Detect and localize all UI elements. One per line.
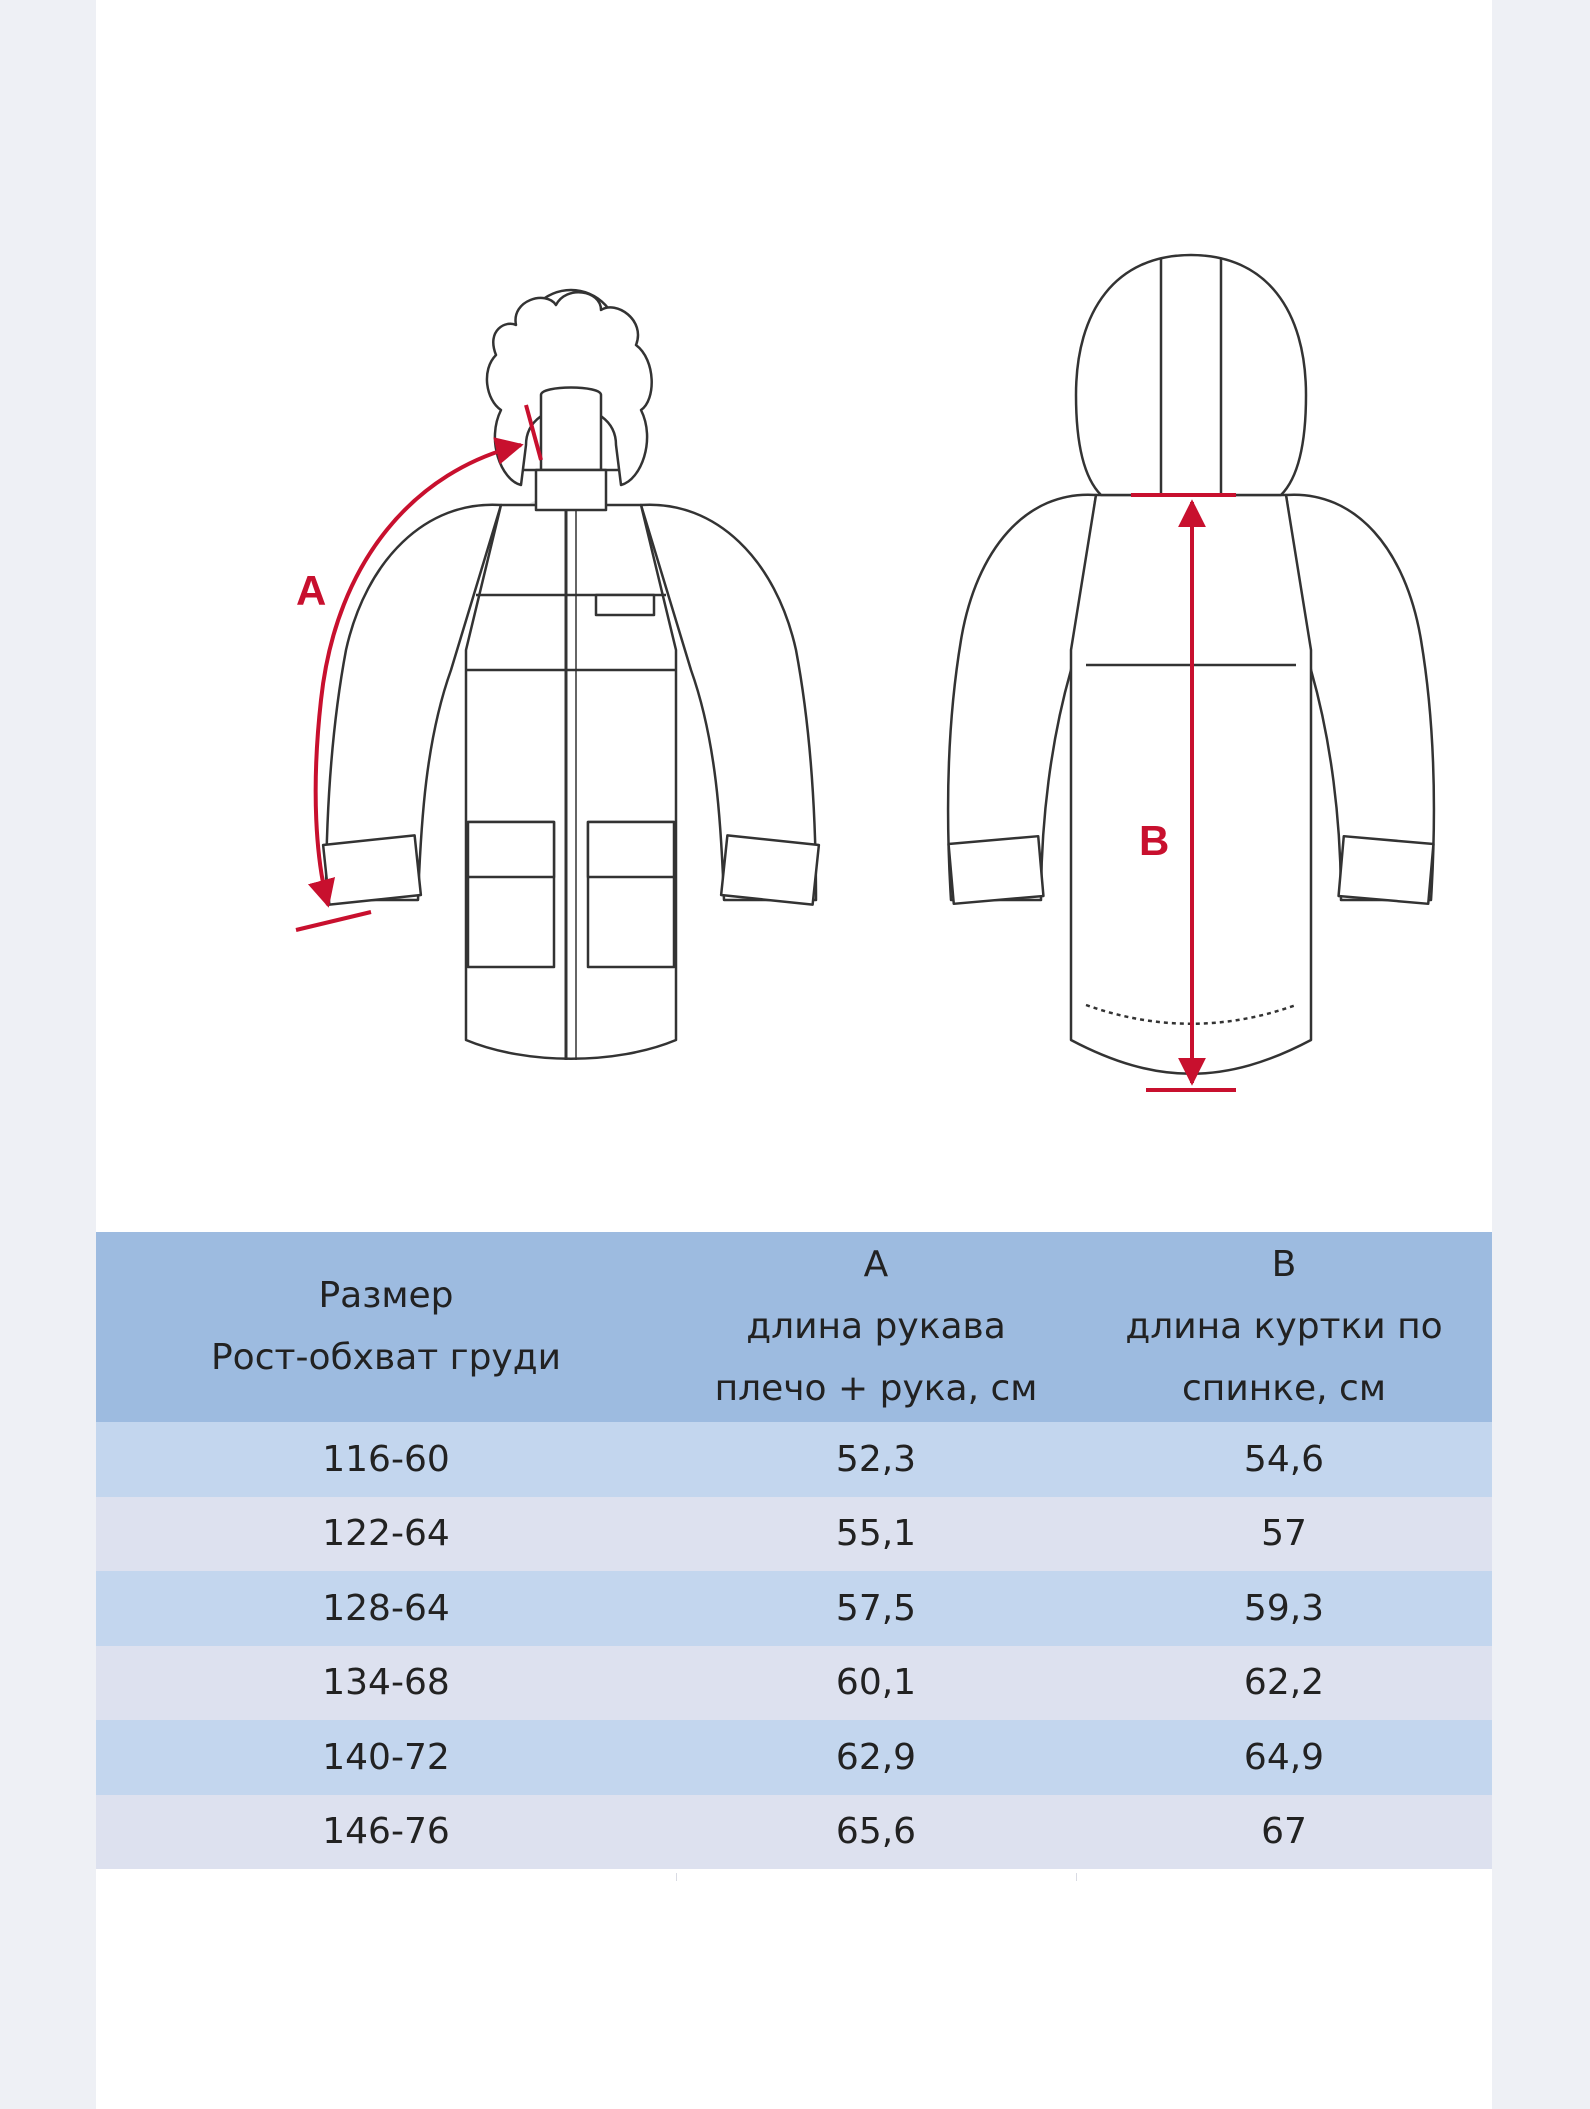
jacket-front-drawing xyxy=(323,290,819,1060)
cell-b: 54,6 xyxy=(1243,1438,1325,1480)
table-row xyxy=(96,1720,1492,1795)
header-a-line2: плечо + рука, см xyxy=(714,1368,1038,1409)
cell-b: 64,9 xyxy=(1243,1736,1325,1778)
measure-tick-a-bottom xyxy=(296,912,371,930)
header-a-line1: длина рукава xyxy=(746,1306,1006,1347)
size-chart-sheet xyxy=(96,0,1492,2109)
cell-a: 52,3 xyxy=(835,1438,917,1480)
cell-a: 57,5 xyxy=(835,1587,917,1629)
cell-a: 55,1 xyxy=(835,1513,917,1555)
cell-size: 140-72 xyxy=(322,1736,450,1778)
header-a xyxy=(676,1232,1076,1422)
header-size xyxy=(96,1232,676,1422)
size-table xyxy=(96,1232,1492,1869)
cell-b: 62,2 xyxy=(1243,1662,1325,1704)
cell-size: 134-68 xyxy=(322,1662,450,1704)
table-row xyxy=(96,1422,1492,1497)
cell-b: 59,3 xyxy=(1243,1587,1325,1629)
table-header-row xyxy=(96,1232,1492,1422)
cell-b: 67 xyxy=(1261,1811,1307,1853)
header-b xyxy=(1076,1232,1492,1422)
cell-b: 57 xyxy=(1261,1513,1307,1555)
cell-a: 62,9 xyxy=(835,1736,917,1778)
header-b-line2: спинке, см xyxy=(1182,1368,1386,1409)
column-separator xyxy=(1076,1873,1077,1881)
measure-label-b: B xyxy=(1139,817,1170,864)
header-b-letter: B xyxy=(1271,1244,1297,1285)
cell-size: 128-64 xyxy=(322,1587,450,1629)
cell-size: 122-64 xyxy=(322,1513,450,1555)
table-row xyxy=(96,1571,1492,1646)
cell-a: 60,1 xyxy=(835,1662,917,1704)
header-b-line1: длина куртки по xyxy=(1125,1306,1443,1347)
header-size-line2: Рост-обхват груди xyxy=(210,1337,562,1378)
cell-size: 116-60 xyxy=(322,1438,450,1480)
table-row xyxy=(96,1646,1492,1721)
measure-label-a: A xyxy=(296,567,327,614)
table-row xyxy=(96,1795,1492,1870)
cell-a: 65,6 xyxy=(835,1811,917,1853)
cell-size: 146-76 xyxy=(322,1811,450,1853)
header-a-letter: A xyxy=(863,1244,889,1285)
column-separator xyxy=(676,1873,677,1881)
jacket-diagram xyxy=(96,0,1492,1230)
table-row xyxy=(96,1497,1492,1572)
header-size-line1: Размер xyxy=(318,1275,454,1316)
